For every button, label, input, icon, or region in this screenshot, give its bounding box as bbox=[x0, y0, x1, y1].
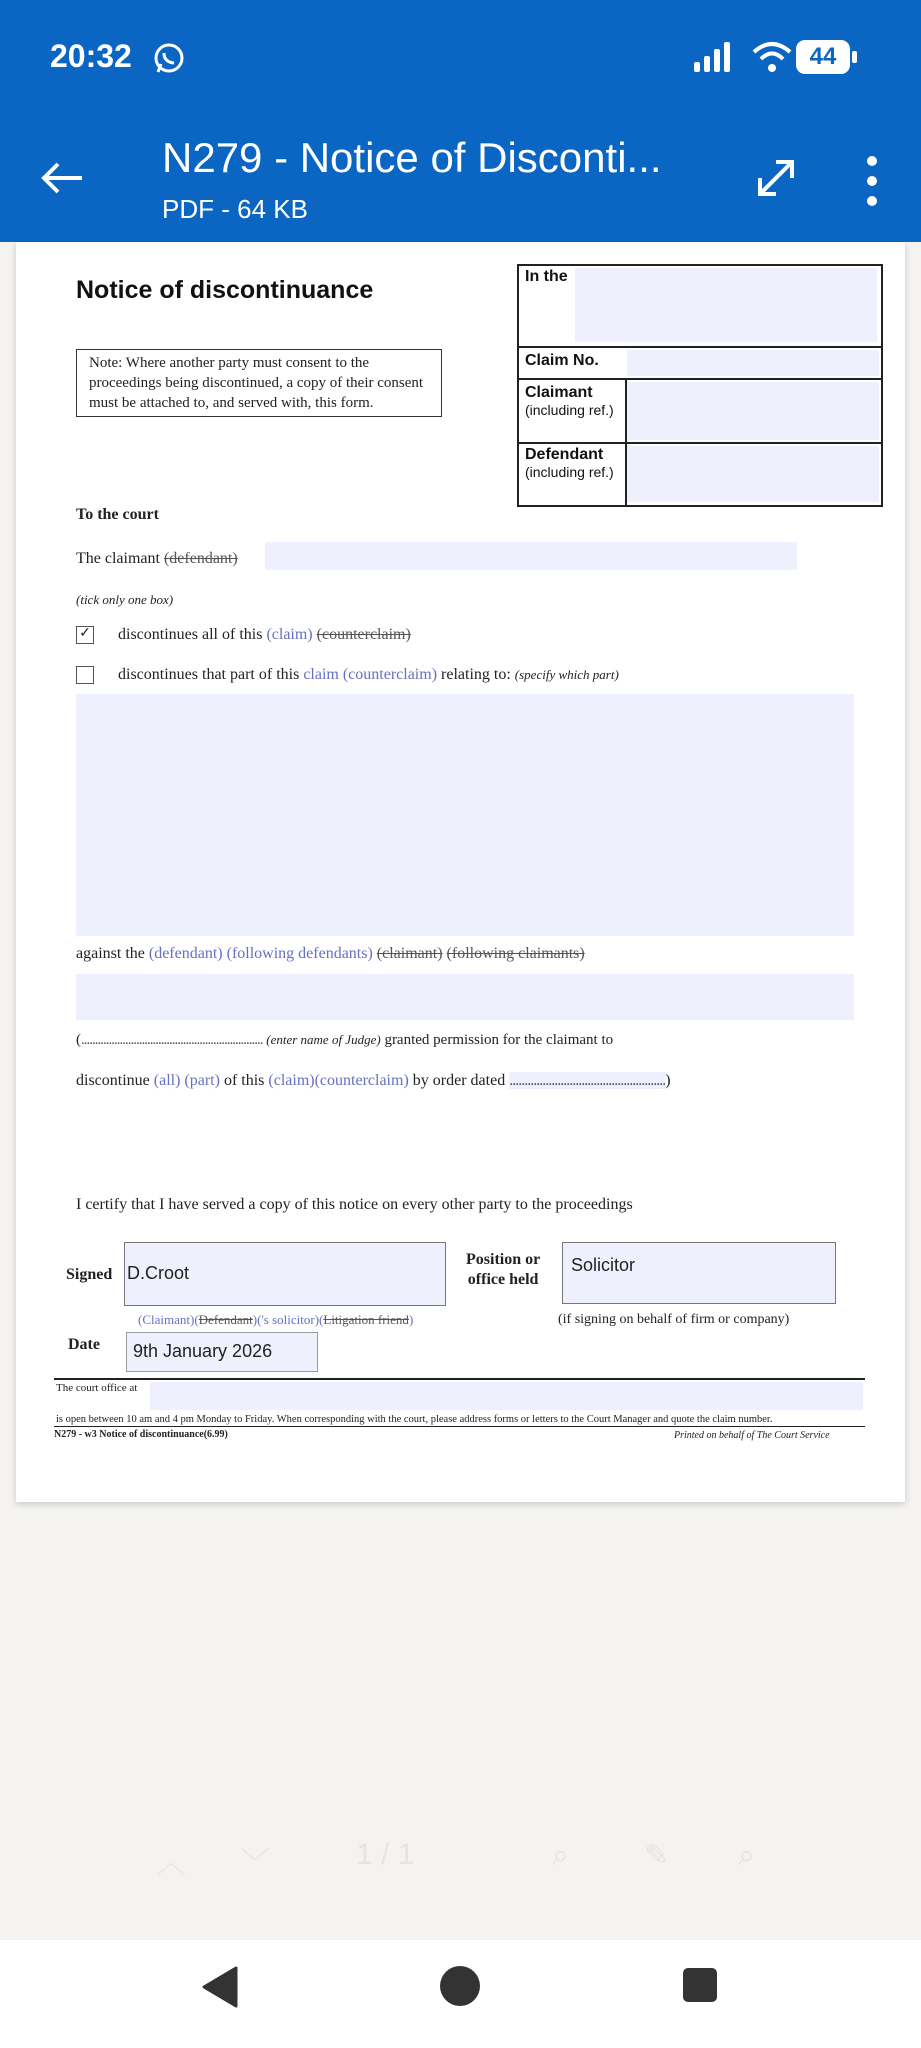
position-caption: (if signing on behalf of firm or company) bbox=[558, 1312, 790, 1327]
battery-level: 44 bbox=[796, 40, 850, 74]
claim-no-row bbox=[519, 348, 881, 380]
in-the-row bbox=[519, 266, 881, 348]
court-office-field[interactable] bbox=[150, 1382, 863, 1410]
claimant-name-field[interactable] bbox=[265, 542, 797, 570]
defendant-row bbox=[519, 444, 881, 505]
wifi-icon bbox=[752, 40, 792, 74]
whatsapp-icon bbox=[152, 42, 186, 76]
position-field[interactable]: Solicitor bbox=[562, 1242, 836, 1304]
court-office-label: The court office at bbox=[56, 1382, 138, 1394]
date-label: Date bbox=[68, 1336, 100, 1353]
claimant-field[interactable] bbox=[627, 382, 879, 440]
pen-icon[interactable]: ✎ bbox=[644, 1838, 670, 1873]
court-details-box bbox=[517, 264, 883, 507]
nav-back-icon[interactable] bbox=[200, 1966, 240, 2008]
signed-label: Signed bbox=[66, 1266, 113, 1283]
defendant-label: Defendant (including ref.) bbox=[525, 446, 614, 480]
judge-permission-line: (.................................................................. (enter name of Judge) granted permission for the claimant to bbox=[76, 1032, 614, 1048]
signal-icon bbox=[694, 42, 734, 72]
in-the-label: In the bbox=[525, 268, 568, 285]
court-name-field[interactable] bbox=[575, 268, 877, 342]
tick-note: (tick only one box) bbox=[76, 592, 174, 607]
specify-part-field[interactable] bbox=[76, 694, 854, 936]
status-time: 20:32 bbox=[50, 38, 132, 74]
next-page-icon[interactable]: ﹀ bbox=[240, 1846, 270, 1881]
discontinue-part-label: discontinues that part of this claim (counterclaim) relating to: (specify which part) bbox=[118, 666, 619, 683]
system-nav-bar bbox=[0, 1940, 921, 2048]
printed-by-text: Printed on behalf of The Court Service bbox=[674, 1430, 830, 1441]
claimant-row bbox=[519, 380, 881, 444]
claimant-label: Claimant (including ref.) bbox=[525, 384, 614, 418]
claim-no-label: Claim No. bbox=[525, 352, 599, 369]
document-title: N279 - Notice of Disconti... bbox=[162, 134, 662, 181]
page-indicator: 1 / 1 bbox=[356, 1838, 415, 1871]
battery-indicator bbox=[796, 40, 858, 74]
against-line: against the (defendant) (following defendants) (claimant) (following claimants) bbox=[76, 945, 585, 962]
discontinue-all-label: discontinues all of this (claim) (counterclaim) bbox=[118, 626, 411, 643]
court-hours-text: is open between 10 am and 4 pm Monday to Friday. When corresponding with the court, please address forms or letters to the Court Manager and quote the claim number. bbox=[56, 1414, 773, 1425]
certify-statement: I certify that I have served a copy of this notice on every other party to the proceedings bbox=[76, 1196, 633, 1213]
prev-page-icon[interactable]: ︿ bbox=[156, 1846, 186, 1881]
position-label: Position or office held bbox=[466, 1251, 541, 1288]
discontinue-part-checkbox[interactable] bbox=[76, 666, 94, 684]
search-icon[interactable]: ⌕ bbox=[738, 1838, 755, 1873]
footer-divider-top bbox=[54, 1378, 865, 1380]
signed-field[interactable]: D.Croot bbox=[124, 1242, 446, 1306]
date-field[interactable]: 9th January 2026 bbox=[126, 1332, 318, 1372]
more-options-icon[interactable] bbox=[858, 154, 886, 208]
form-code: N279 - w3 Notice of discontinuance(6.99) bbox=[54, 1429, 228, 1440]
nav-recents-icon[interactable] bbox=[683, 1968, 717, 2002]
zoom-icon[interactable]: ⌕ bbox=[552, 1838, 569, 1873]
nav-home-icon[interactable] bbox=[440, 1966, 480, 2006]
form-title: Notice of discontinuance bbox=[76, 276, 374, 304]
consent-note: Note: Where another party must consent to the proceedings being discontinued, a copy of their consent must be attached to, and served with, this form. bbox=[76, 349, 442, 417]
footer-divider-bottom bbox=[54, 1426, 865, 1427]
defendant-field[interactable] bbox=[627, 446, 879, 502]
document-subtitle: PDF - 64 KB bbox=[162, 194, 308, 224]
back-arrow-icon[interactable] bbox=[36, 152, 88, 204]
pdf-page bbox=[16, 242, 905, 1502]
discontinue-order-line: discontinue (all) (part) of this (claim)(counterclaim) by order dated ....................................................) bbox=[76, 1072, 671, 1089]
court-box-divider bbox=[625, 378, 627, 507]
discontinue-all-checkbox[interactable]: ✓ bbox=[76, 626, 94, 644]
against-parties-field[interactable] bbox=[76, 974, 854, 1020]
signed-capacity-caption: (Claimant)(Defendant)('s solicitor)(Litigation friend) bbox=[138, 1312, 414, 1327]
battery-tip bbox=[852, 51, 857, 63]
claim-no-field[interactable] bbox=[627, 350, 879, 376]
expand-icon[interactable] bbox=[752, 154, 800, 202]
app-bar bbox=[0, 0, 921, 242]
to-the-court-heading: To the court bbox=[76, 506, 159, 523]
claimant-line: The claimant (defendant) bbox=[76, 550, 238, 567]
